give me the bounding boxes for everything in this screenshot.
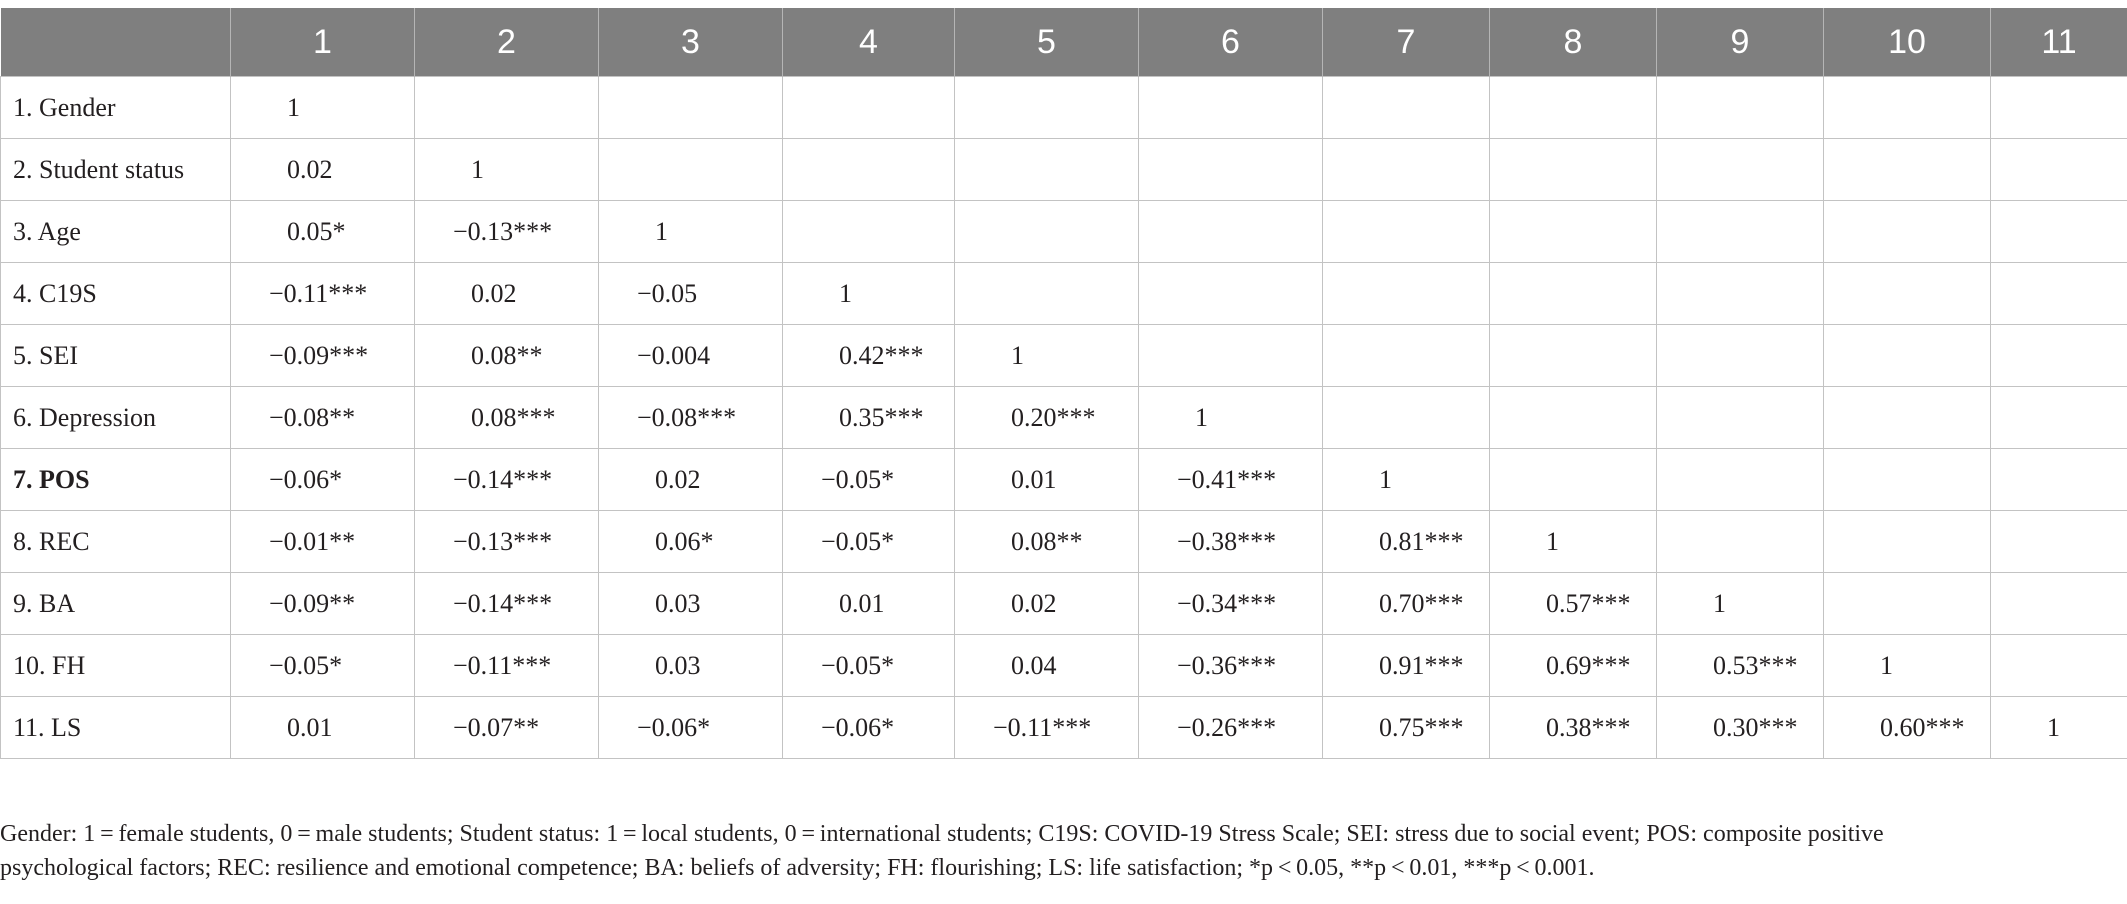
correlation-cell: −0.14*** [415, 449, 599, 511]
correlation-cell: −0.38*** [1139, 511, 1323, 573]
correlation-cell [599, 77, 783, 139]
correlation-cell: 1 [1323, 449, 1490, 511]
correlation-cell: 0.08*** [415, 387, 599, 449]
row-label: 9. BA [1, 573, 231, 635]
correlation-cell: 0.38*** [1490, 697, 1657, 759]
correlation-cell: 1 [1490, 511, 1657, 573]
row-label: 4. C19S [1, 263, 231, 325]
column-header: 8 [1490, 8, 1657, 77]
correlation-cell: 0.53*** [1657, 635, 1824, 697]
correlation-cell: −0.11*** [231, 263, 415, 325]
correlation-cell [1991, 573, 2127, 635]
correlation-cell [1824, 449, 1991, 511]
correlation-cell: 0.06* [599, 511, 783, 573]
correlation-cell: 0.60*** [1824, 697, 1991, 759]
column-header: 10 [1824, 8, 1991, 77]
correlation-cell [1824, 77, 1991, 139]
correlation-cell [1824, 387, 1991, 449]
correlation-cell: −0.07** [415, 697, 599, 759]
table-row [1, 201, 2127, 263]
correlation-cell [1991, 511, 2127, 573]
correlation-cell [1490, 325, 1657, 387]
correlation-cell [1824, 573, 1991, 635]
correlation-cell: −0.08*** [599, 387, 783, 449]
correlation-cell: −0.26*** [1139, 697, 1323, 759]
correlation-cell [599, 139, 783, 201]
correlation-cell [1323, 201, 1490, 263]
correlation-cell: 1 [231, 77, 415, 139]
correlation-cell: 0.01 [955, 449, 1139, 511]
table-row [1, 573, 2127, 635]
correlation-cell: 0.08** [415, 325, 599, 387]
correlation-cell: 1 [955, 325, 1139, 387]
column-header: 5 [955, 8, 1139, 77]
correlation-cell: 1 [599, 201, 783, 263]
correlation-cell: −0.05* [783, 635, 955, 697]
column-header: 3 [599, 8, 783, 77]
correlation-cell: 0.08** [955, 511, 1139, 573]
correlation-cell [1991, 201, 2127, 263]
correlation-cell [1139, 325, 1323, 387]
correlation-cell: 0.70*** [1323, 573, 1490, 635]
correlation-cell: 0.01 [783, 573, 955, 635]
table-row [1, 697, 2127, 759]
correlation-cell [1991, 325, 2127, 387]
row-label: 2. Student status [1, 139, 231, 201]
correlation-cell [1991, 139, 2127, 201]
correlation-cell [1824, 263, 1991, 325]
correlation-cell: 0.03 [599, 635, 783, 697]
correlation-cell: 0.57*** [1490, 573, 1657, 635]
correlation-cell [1991, 387, 2127, 449]
footnote-line-2: psychological factors; REC: resilience and emotional competence; BA: beliefs of adversity; FH: flourishing; LS: life satisfaction; *p < 0.05, **p < 0.01, ***p < 0.001. [0, 855, 1595, 881]
correlation-cell [1323, 387, 1490, 449]
correlation-cell: 0.02 [599, 449, 783, 511]
table-row [1, 77, 2127, 139]
correlation-cell [1657, 449, 1824, 511]
correlation-cell [1490, 139, 1657, 201]
correlation-cell [1657, 263, 1824, 325]
correlation-cell: 0.81*** [1323, 511, 1490, 573]
correlation-cell [1323, 77, 1490, 139]
correlation-cell: 1 [783, 263, 955, 325]
row-label: 6. Depression [1, 387, 231, 449]
correlation-cell: −0.06* [599, 697, 783, 759]
correlation-cell [1490, 77, 1657, 139]
correlation-cell: −0.05 [599, 263, 783, 325]
correlation-cell [783, 77, 955, 139]
correlation-cell: 0.69*** [1490, 635, 1657, 697]
correlation-cell: −0.34*** [1139, 573, 1323, 635]
column-header: 11 [1991, 8, 2127, 77]
correlation-cell: −0.08** [231, 387, 415, 449]
column-header: 2 [415, 8, 599, 77]
correlation-cell: 1 [1657, 573, 1824, 635]
table-row [1, 387, 2127, 449]
correlation-cell: 0.02 [231, 139, 415, 201]
correlation-cell [415, 77, 599, 139]
table-row [1, 325, 2127, 387]
column-header: 6 [1139, 8, 1323, 77]
correlation-cell: 0.35*** [783, 387, 955, 449]
correlation-cell: −0.06* [783, 697, 955, 759]
correlation-cell: 0.42*** [783, 325, 955, 387]
column-header: 9 [1657, 8, 1824, 77]
row-label: 5. SEI [1, 325, 231, 387]
table-row [1, 263, 2127, 325]
correlation-cell [1824, 201, 1991, 263]
correlation-cell [1991, 635, 2127, 697]
row-label: 1. Gender [1, 77, 231, 139]
column-header: 1 [231, 8, 415, 77]
correlation-cell: −0.13*** [415, 511, 599, 573]
header-corner-cell [1, 8, 231, 77]
correlation-cell: 0.30*** [1657, 697, 1824, 759]
correlation-cell: 0.04 [955, 635, 1139, 697]
table-row [1, 449, 2127, 511]
correlation-cell: −0.05* [231, 635, 415, 697]
correlation-cell [1991, 263, 2127, 325]
table-footnote [0, 817, 2100, 885]
correlation-cell: −0.09*** [231, 325, 415, 387]
correlation-cell: 0.01 [231, 697, 415, 759]
correlation-cell [783, 139, 955, 201]
correlation-cell [1490, 263, 1657, 325]
correlation-cell: −0.05* [783, 511, 955, 573]
correlation-cell: 0.91*** [1323, 635, 1490, 697]
correlation-cell [1139, 77, 1323, 139]
correlation-cell [1657, 325, 1824, 387]
correlation-cell [955, 77, 1139, 139]
correlation-cell: 1 [1991, 697, 2127, 759]
table-row [1, 511, 2127, 573]
correlation-cell [1991, 449, 2127, 511]
correlation-cell: −0.004 [599, 325, 783, 387]
correlation-cell: 0.03 [599, 573, 783, 635]
row-label: 7. POS [1, 449, 231, 511]
table-row [1, 635, 2127, 697]
correlation-cell: 0.02 [955, 573, 1139, 635]
correlation-cell: −0.09** [231, 573, 415, 635]
correlation-cell: −0.13*** [415, 201, 599, 263]
correlation-cell [1824, 325, 1991, 387]
correlation-cell [1323, 139, 1490, 201]
row-label: 3. Age [1, 201, 231, 263]
correlation-cell: −0.11*** [955, 697, 1139, 759]
correlation-cell: 0.20*** [955, 387, 1139, 449]
correlation-cell: −0.05* [783, 449, 955, 511]
correlation-cell [1139, 139, 1323, 201]
correlation-cell [955, 139, 1139, 201]
correlation-cell [1139, 201, 1323, 263]
correlation-cell [1139, 263, 1323, 325]
correlation-cell [1490, 449, 1657, 511]
correlation-cell: 0.02 [415, 263, 599, 325]
table-header-row [1, 8, 2127, 77]
correlation-cell [1657, 77, 1824, 139]
correlation-cell [1824, 511, 1991, 573]
correlation-cell [1657, 201, 1824, 263]
row-label: 8. REC [1, 511, 231, 573]
footnote-line-1: Gender: 1 = female students, 0 = male students; Student status: 1 = local students, 0 = international students; C19S: COVID-19 Stress Scale; SEI: stress due to social event; POS: composite positive [0, 821, 1884, 847]
correlation-cell: 1 [1139, 387, 1323, 449]
correlation-cell [783, 201, 955, 263]
correlation-cell [1490, 387, 1657, 449]
correlation-cell [1824, 139, 1991, 201]
row-label: 11. LS [1, 697, 231, 759]
table-body [1, 77, 2127, 759]
correlation-cell: −0.14*** [415, 573, 599, 635]
correlation-cell [1657, 139, 1824, 201]
column-header: 4 [783, 8, 955, 77]
correlation-cell: 1 [1824, 635, 1991, 697]
correlation-cell: 1 [415, 139, 599, 201]
table-row [1, 139, 2127, 201]
correlation-cell [955, 201, 1139, 263]
correlation-table [0, 8, 2127, 759]
correlation-cell [1657, 511, 1824, 573]
correlation-cell: −0.36*** [1139, 635, 1323, 697]
correlation-cell: −0.11*** [415, 635, 599, 697]
correlation-cell: 0.05* [231, 201, 415, 263]
correlation-cell: −0.41*** [1139, 449, 1323, 511]
correlation-cell: −0.01** [231, 511, 415, 573]
correlation-cell: 0.75*** [1323, 697, 1490, 759]
correlation-cell [955, 263, 1139, 325]
row-label: 10. FH [1, 635, 231, 697]
correlation-cell [1323, 263, 1490, 325]
correlation-cell [1991, 77, 2127, 139]
correlation-cell [1490, 201, 1657, 263]
correlation-cell [1657, 387, 1824, 449]
correlation-cell: −0.06* [231, 449, 415, 511]
correlation-cell [1323, 325, 1490, 387]
column-header: 7 [1323, 8, 1490, 77]
